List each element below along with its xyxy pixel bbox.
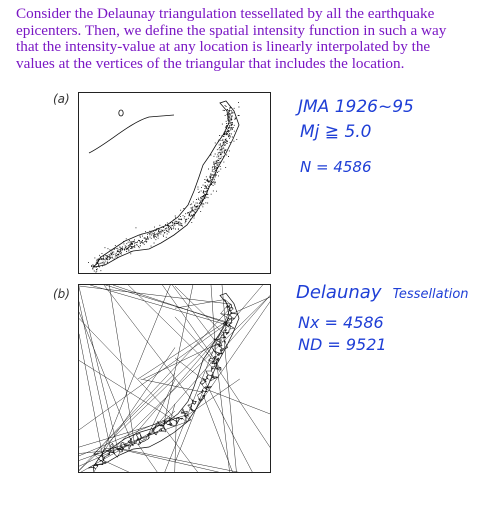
magnitude-note: Mj ≧ 5.0 — [300, 122, 372, 142]
epicenter-map-drawing — [79, 93, 271, 274]
tessellation-title — [296, 284, 469, 302]
tessellation-title-word2: Tessellation — [392, 287, 469, 302]
count-note: N = 4586 — [300, 158, 372, 176]
small-island-a — [119, 110, 123, 116]
panel-a-label: (a) — [53, 92, 70, 106]
intro-paragraph: Consider the Delaunay triangulation tessellated by all the earthquake epicenters. Then, we define the spatial intensity function in such a way that the intensity-value at any location is linearly interpolated by the values at the vertices of the triangular that includes the location. — [16, 5, 447, 72]
epicenter-map — [78, 92, 271, 274]
coastline-a — [94, 101, 239, 267]
delaunay-map-drawing — [79, 285, 271, 473]
panel-b-label: (b) — [53, 287, 70, 301]
continent-coast-a — [89, 115, 174, 153]
tessellation-title-word1: Delaunay — [296, 282, 382, 303]
nx-note: Nx = 4586 — [298, 313, 384, 332]
nd-note: ND = 9521 — [298, 335, 387, 354]
catalog-note: JMA 1926~95 — [298, 97, 414, 117]
delaunay-edges — [79, 285, 271, 473]
epicenter-dots — [88, 102, 239, 272]
delaunay-map — [78, 284, 271, 473]
